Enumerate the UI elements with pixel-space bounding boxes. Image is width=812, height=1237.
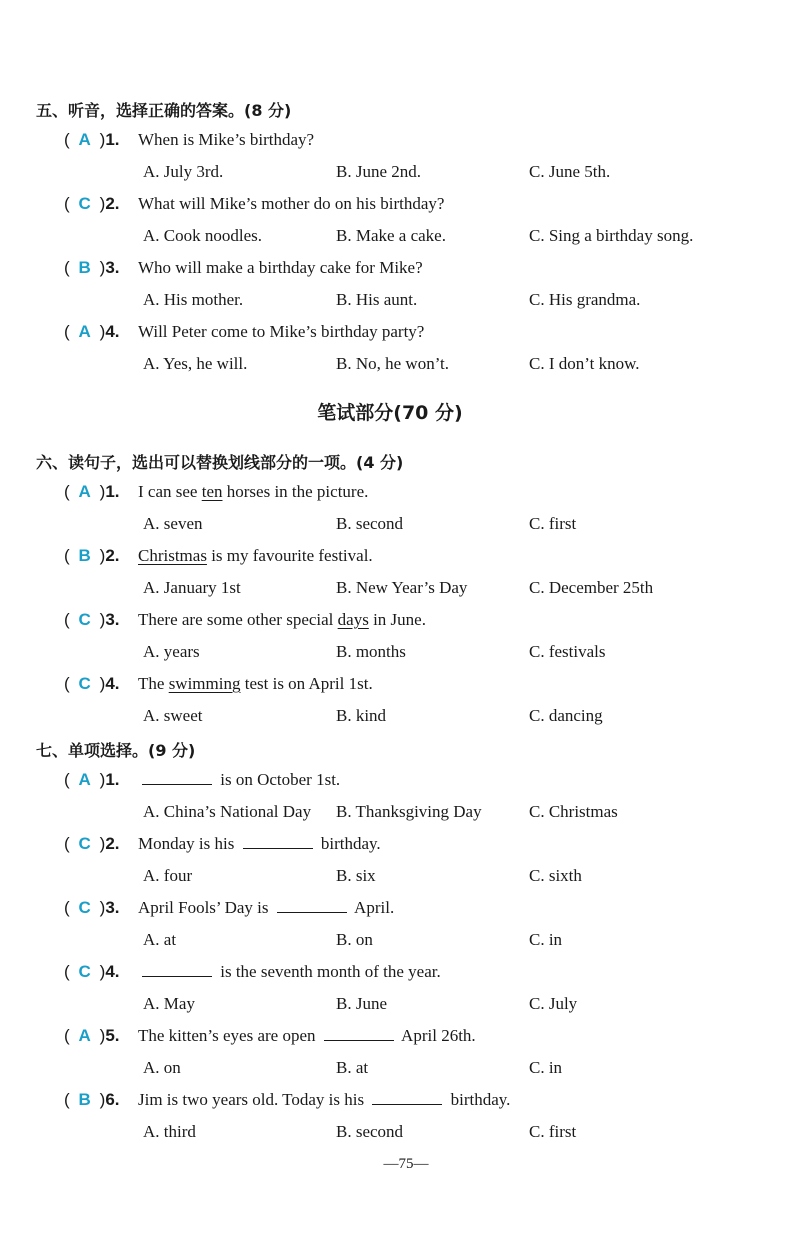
- answer: A: [78, 482, 91, 501]
- question-row: ( C )4. is the seventh month of the year.: [64, 962, 441, 981]
- underlined-word: days: [337, 610, 369, 629]
- option-a: A. sweet: [143, 706, 203, 725]
- answer: B: [78, 1090, 91, 1109]
- answer: C: [78, 194, 91, 213]
- answer-blank: [324, 1026, 394, 1041]
- option-b: B. six: [336, 866, 376, 885]
- option-c: C. dancing: [529, 706, 603, 725]
- answer-blank: [142, 770, 212, 785]
- section-7-title: 七、单项选择。(9 分): [36, 741, 196, 760]
- option-b: B. June: [336, 994, 387, 1013]
- option-b: B. kind: [336, 706, 387, 725]
- option-a: A. Yes, he will.: [143, 354, 248, 373]
- option-c: C. July: [529, 994, 578, 1013]
- option-c: C. festivals: [529, 642, 606, 661]
- question-row: ( A )4. Will Peter come to Mike’s birthday party?: [64, 322, 425, 341]
- page-number: —75—: [383, 1156, 429, 1172]
- option-b: B. June 2nd.: [336, 162, 421, 181]
- answer: A: [78, 1026, 91, 1045]
- answer: A: [78, 322, 91, 341]
- option-a: A. seven: [143, 514, 203, 533]
- question-row: ( B )6. Jim is two years old. Today is his birthday.: [64, 1090, 511, 1109]
- option-c: C. sixth: [529, 866, 582, 885]
- question-row: ( C )4. The swimming test is on April 1st.: [64, 674, 373, 693]
- answer: C: [78, 834, 91, 853]
- section-5-title: 五、听音，选择正确的答案。(8 分): [36, 101, 292, 120]
- question-row: ( A )5. The kitten’s eyes are open April 26th.: [64, 1026, 476, 1045]
- answer: A: [78, 770, 91, 789]
- answer: B: [78, 258, 91, 277]
- section-6-title: 六、读句子，选出可以替换划线部分的一项。(4 分): [36, 453, 404, 472]
- written-part-title: 笔试部分(70 分): [317, 402, 463, 424]
- option-a: A. on: [143, 1058, 181, 1077]
- question-text: When is Mike’s birthday?: [138, 130, 315, 149]
- question-row: ( B )2. Christmas is my favourite festival.: [64, 546, 373, 565]
- option-c: C. first: [529, 514, 577, 533]
- option-c: C. June 5th.: [529, 162, 611, 181]
- option-b: B. second: [336, 1122, 404, 1141]
- question-row: ( A )1. is on October 1st.: [64, 770, 341, 789]
- option-a: A. July 3rd.: [143, 162, 224, 181]
- answer: C: [78, 674, 91, 693]
- option-b: B. His aunt.: [336, 290, 418, 309]
- option-b: B. at: [336, 1058, 369, 1077]
- option-a: A. four: [143, 866, 193, 885]
- question-text: Who will make a birthday cake for Mike?: [138, 258, 423, 277]
- option-c: C. I don’t know.: [529, 354, 640, 373]
- option-a: A. Cook noodles.: [143, 226, 262, 245]
- option-a: A. years: [143, 642, 200, 661]
- question-row: ( C )2. What will Mike’s mother do on his birthday?: [64, 194, 445, 213]
- option-b: B. on: [336, 930, 373, 949]
- answer: C: [78, 898, 91, 917]
- option-c: C. His grandma.: [529, 290, 641, 309]
- option-b: B. New Year’s Day: [336, 578, 468, 597]
- option-c: C. Christmas: [529, 802, 618, 821]
- option-a: A. His mother.: [143, 290, 244, 309]
- question-row: ( C )3. April Fools’ Day is April.: [64, 898, 395, 917]
- question-text: What will Mike’s mother do on his birthday?: [138, 194, 445, 213]
- question-text: Will Peter come to Mike’s birthday party?: [138, 322, 425, 341]
- option-a: A. May: [143, 994, 195, 1013]
- option-a: A. third: [143, 1122, 196, 1141]
- question-row: ( A )1. When is Mike’s birthday?: [64, 130, 315, 149]
- underlined-word: ten: [201, 482, 223, 501]
- answer: B: [78, 546, 91, 565]
- answer: C: [78, 962, 91, 981]
- answer-blank: [142, 962, 212, 977]
- answer-blank: [243, 834, 313, 849]
- option-b: B. second: [336, 514, 404, 533]
- option-a: A. January 1st: [143, 578, 241, 597]
- option-c: C. December 25th: [529, 578, 654, 597]
- option-c: C. Sing a birthday song.: [529, 226, 694, 245]
- question-row: ( B )3. Who will make a birthday cake for Mike?: [64, 258, 423, 277]
- option-a: A. at: [143, 930, 177, 949]
- underlined-word: swimming: [168, 674, 241, 693]
- option-b: B. months: [336, 642, 406, 661]
- option-c: C. in: [529, 1058, 563, 1077]
- option-c: C. in: [529, 930, 563, 949]
- option-c: C. first: [529, 1122, 577, 1141]
- answer: C: [78, 610, 91, 629]
- question-row: ( A )1. I can see ten horses in the picture.: [64, 482, 369, 501]
- question-row: ( C )3. There are some other special days in June.: [64, 610, 426, 629]
- answer-blank: [277, 898, 347, 913]
- underlined-word: Christmas: [138, 546, 207, 565]
- option-b: B. Make a cake.: [336, 226, 446, 245]
- answer: A: [78, 130, 91, 149]
- answer-blank: [372, 1090, 442, 1105]
- question-row: ( C )2. Monday is his birthday.: [64, 834, 381, 853]
- option-a: A. China’s National Day: [143, 802, 312, 821]
- option-b: B. No, he won’t.: [336, 354, 450, 373]
- option-b: B. Thanksgiving Day: [336, 802, 482, 821]
